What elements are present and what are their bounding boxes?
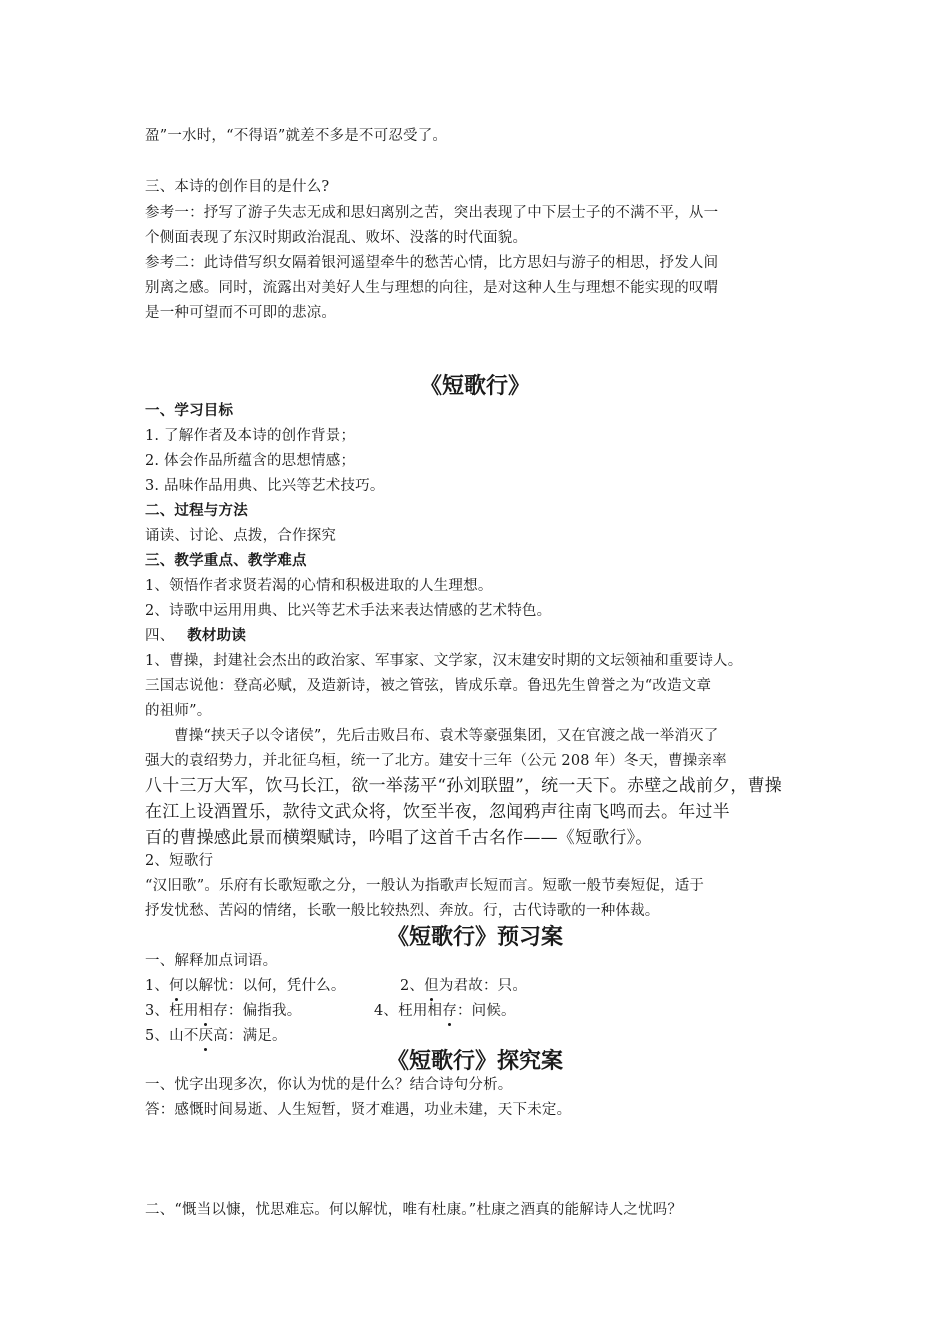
dotted-char: 何 [169, 978, 184, 994]
paragraph-line: 别离之感。同时，流露出对美好人生与理想的向往，是对这种人生与理想不能实现的叹喟 [145, 280, 719, 296]
item-number: 4、枉用相 [374, 1003, 443, 1019]
list-item: 1、领悟作者求贤若渴的心情和积极进取的人生理想。 [145, 578, 493, 594]
paragraph-line: 个侧面表现了东汉时期政治混乱、败坏、没落的时代面貌。 [145, 230, 528, 246]
paragraph-line: 的祖师”。 [145, 703, 212, 719]
section-heading: 一、学习目标 [145, 402, 234, 419]
paragraph-line: 抒发忧愁、苦闷的情绪，长歌一般比较热烈、奔放。行，古代诗歌的一种体裁。 [145, 903, 660, 919]
section-title: 《短歌行》 [419, 373, 530, 399]
item-number: 2、 [400, 978, 425, 994]
question-heading: 一、忧字出现多次，你认为忧的是什么？结合诗句分析。 [145, 1077, 513, 1093]
vocab-item [145, 1001, 301, 1021]
item-text: 高：满足。 [213, 1028, 287, 1044]
paragraph-line: 曹操“挟天子以令诸侯”，先后击败吕布、袁术等豪强集团，又在官渡之战一举消灭了 [174, 728, 719, 744]
item-number: 1、 [145, 978, 170, 994]
paragraph-line: 三国志说他：登高必赋，及造新诗，被之管弦，皆成乐章。鲁迅先生曾誉之为“改造文章 [145, 678, 712, 694]
paragraph-line: 是一种可望而不可即的悲凉。 [145, 305, 337, 321]
paragraph-line: “汉旧歌”。乐府有长歌短歌之分，一般认为指歌声长短而言。短歌一般节奏短促，适于 [145, 878, 705, 894]
vocab-item [145, 1026, 287, 1046]
answer-line: 答：感慨时间易逝、人生短暂，贤才难遇，功业未建，天下未定。 [145, 1102, 572, 1118]
item-text: 存：偏指我。 [213, 1003, 302, 1019]
subheading: 2、短歌行 [145, 853, 214, 869]
vocab-item [374, 1001, 516, 1021]
dotted-char: 厌 [198, 1028, 214, 1044]
section-heading [145, 626, 246, 646]
paragraph-line: 1、曹操，封建社会杰出的政治家、军事家、文学家，汉末建安时期的文坛领袖和重要诗人。 [145, 653, 743, 669]
dotted-char: 存 [442, 1003, 457, 1019]
paragraph-line: 强大的袁绍势力，并北征乌桓，统一了北方。建安十三年（公元 208 年）冬天，曹操亲率 [145, 753, 727, 769]
list-item: 1. 了解作者及本诗的创作背景； [145, 428, 356, 444]
question-heading: 三、本诗的创作目的是什么? [145, 179, 330, 195]
paragraph-line: 诵读、讨论、点拨，合作探究 [145, 528, 337, 544]
dotted-char: 相 [198, 1003, 214, 1019]
section-heading: 一、解释加点词语。 [145, 953, 278, 969]
paragraph-line: 参考一：抒写了游子失志无成和思妇离别之苦，突出表现了中下层士子的不满不平，从一 [145, 205, 719, 221]
item-text: 为君故：只。 [438, 978, 528, 994]
paragraph-line: 盈”一水时，“不得语”就差不多是不可忍受了。 [145, 128, 448, 144]
paragraph-line: 参考二：此诗借写织女隔着银河遥望牵牛的愁苦心情，比方思妇与游子的相思，抒发人间 [145, 255, 719, 271]
paragraph-line: 八十三万大军，饮马长江，欲一举荡平“孙刘联盟”，统一天下。赤壁之战前夕，曹操 [145, 776, 782, 796]
item-text: 以解忧：以何，凭什么。 [183, 978, 346, 994]
vocab-item [400, 976, 527, 996]
section-heading: 二、过程与方法 [145, 502, 248, 519]
section-heading: 三、教学重点、教学难点 [145, 552, 307, 569]
item-number: 5、山不 [145, 1028, 199, 1044]
list-item: 2、诗歌中运用用典、比兴等艺术手法来表达情感的艺术特色。 [145, 603, 552, 619]
question-heading: 二、“慨当以慷，忧思难忘。何以解忧，唯有杜康。”杜康之酒真的能解诗人之忧吗？ [145, 1202, 683, 1218]
dotted-char: 但 [424, 978, 439, 994]
item-text: ：问候。 [456, 1003, 516, 1019]
list-item: 3. 品味作品用典、比兴等艺术技巧。 [145, 478, 385, 494]
paragraph-line: 在江上设酒置乐，款待文武众将，饮至半夜，忽闻鸦声往南飞鸣而去。年过半 [145, 802, 730, 822]
section-title: 《短歌行》探究案 [386, 1048, 563, 1074]
section-title: 《短歌行》预习案 [386, 924, 563, 950]
item-number: 3、枉用 [145, 1003, 199, 1019]
heading-text: 教材助读 [187, 627, 247, 644]
heading-number: 四、 [145, 628, 175, 644]
vocab-item [145, 976, 346, 996]
paragraph-line: 百的曹操感此景而横槊赋诗，吟唱了这首千古名作——《短歌行》。 [145, 828, 653, 848]
list-item: 2. 体会作品所蕴含的思想情感； [145, 453, 356, 469]
